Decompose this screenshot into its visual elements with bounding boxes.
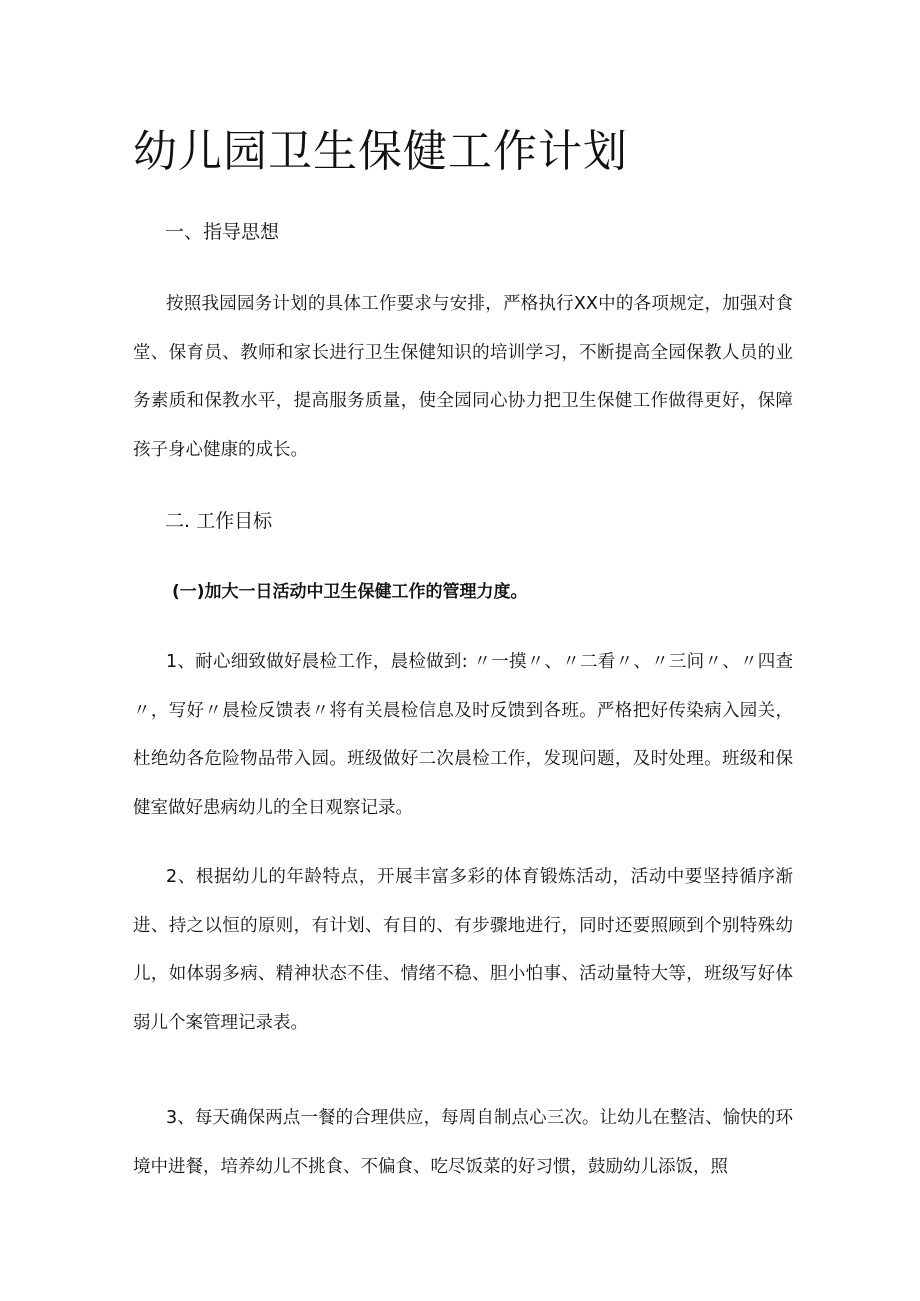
section-heading-work-goals: 二. 工作目标 xyxy=(165,510,273,532)
paragraph-item-2-physical-activities: 2、根据幼儿的年龄特点，开展丰富多彩的体育锻炼活动，活动中要坚持循序渐进、持之以恒的原则，有计划、有目的、有步骤地进行，同时还要照顾到个别特殊幼儿，如体弱多病、精神状态不佳、情绪不稳、胆小怕事、活动量特大等，班级写好体弱儿个案管理记录表。 xyxy=(133,867,793,1033)
paragraph-guiding-ideology: 按照我园园务计划的具体工作要求与安排，严格执行XX中的各项规定，加强对食堂、保育员、教师和家长进行卫生保健知识的培训学习，不断提高全园保教人员的业务素质和保教水平，提高服务质量，使全园同心协力把卫生保健工作做得更好，保障孩子身心健康的成长。 xyxy=(133,294,793,460)
paragraph-item-1-morning-check: 1、耐心细致做好晨检工作，晨检做到: 〃一摸〃、〃二看〃、〃三问〃、〃四查〃，写好〃晨检反馈表〃将有关晨检信息及时反馈到各班。严格把好传染病入园关，杜绝幼各危险物品带入园。班级做好二次晨检工作，发现问题，及时处理。班级和保健室做好患病幼儿的全日观察记录。 xyxy=(133,652,793,818)
document-title: 幼儿园卫生保健工作计划 xyxy=(133,126,628,177)
subheading-daily-activity-management: (一)加大一日活动中卫生保健工作的管理力度。 xyxy=(172,582,528,602)
paragraph-item-3-meals: 3、每天确保两点一餐的合理供应，每周自制点心三次。让幼儿在整洁、愉快的环境中进餐，培养幼儿不挑食、不偏食、吃尽饭菜的好习惯，鼓励幼儿添饭，照 xyxy=(133,1108,793,1177)
section-heading-guiding-ideology: 一、指导思想 xyxy=(165,221,280,243)
